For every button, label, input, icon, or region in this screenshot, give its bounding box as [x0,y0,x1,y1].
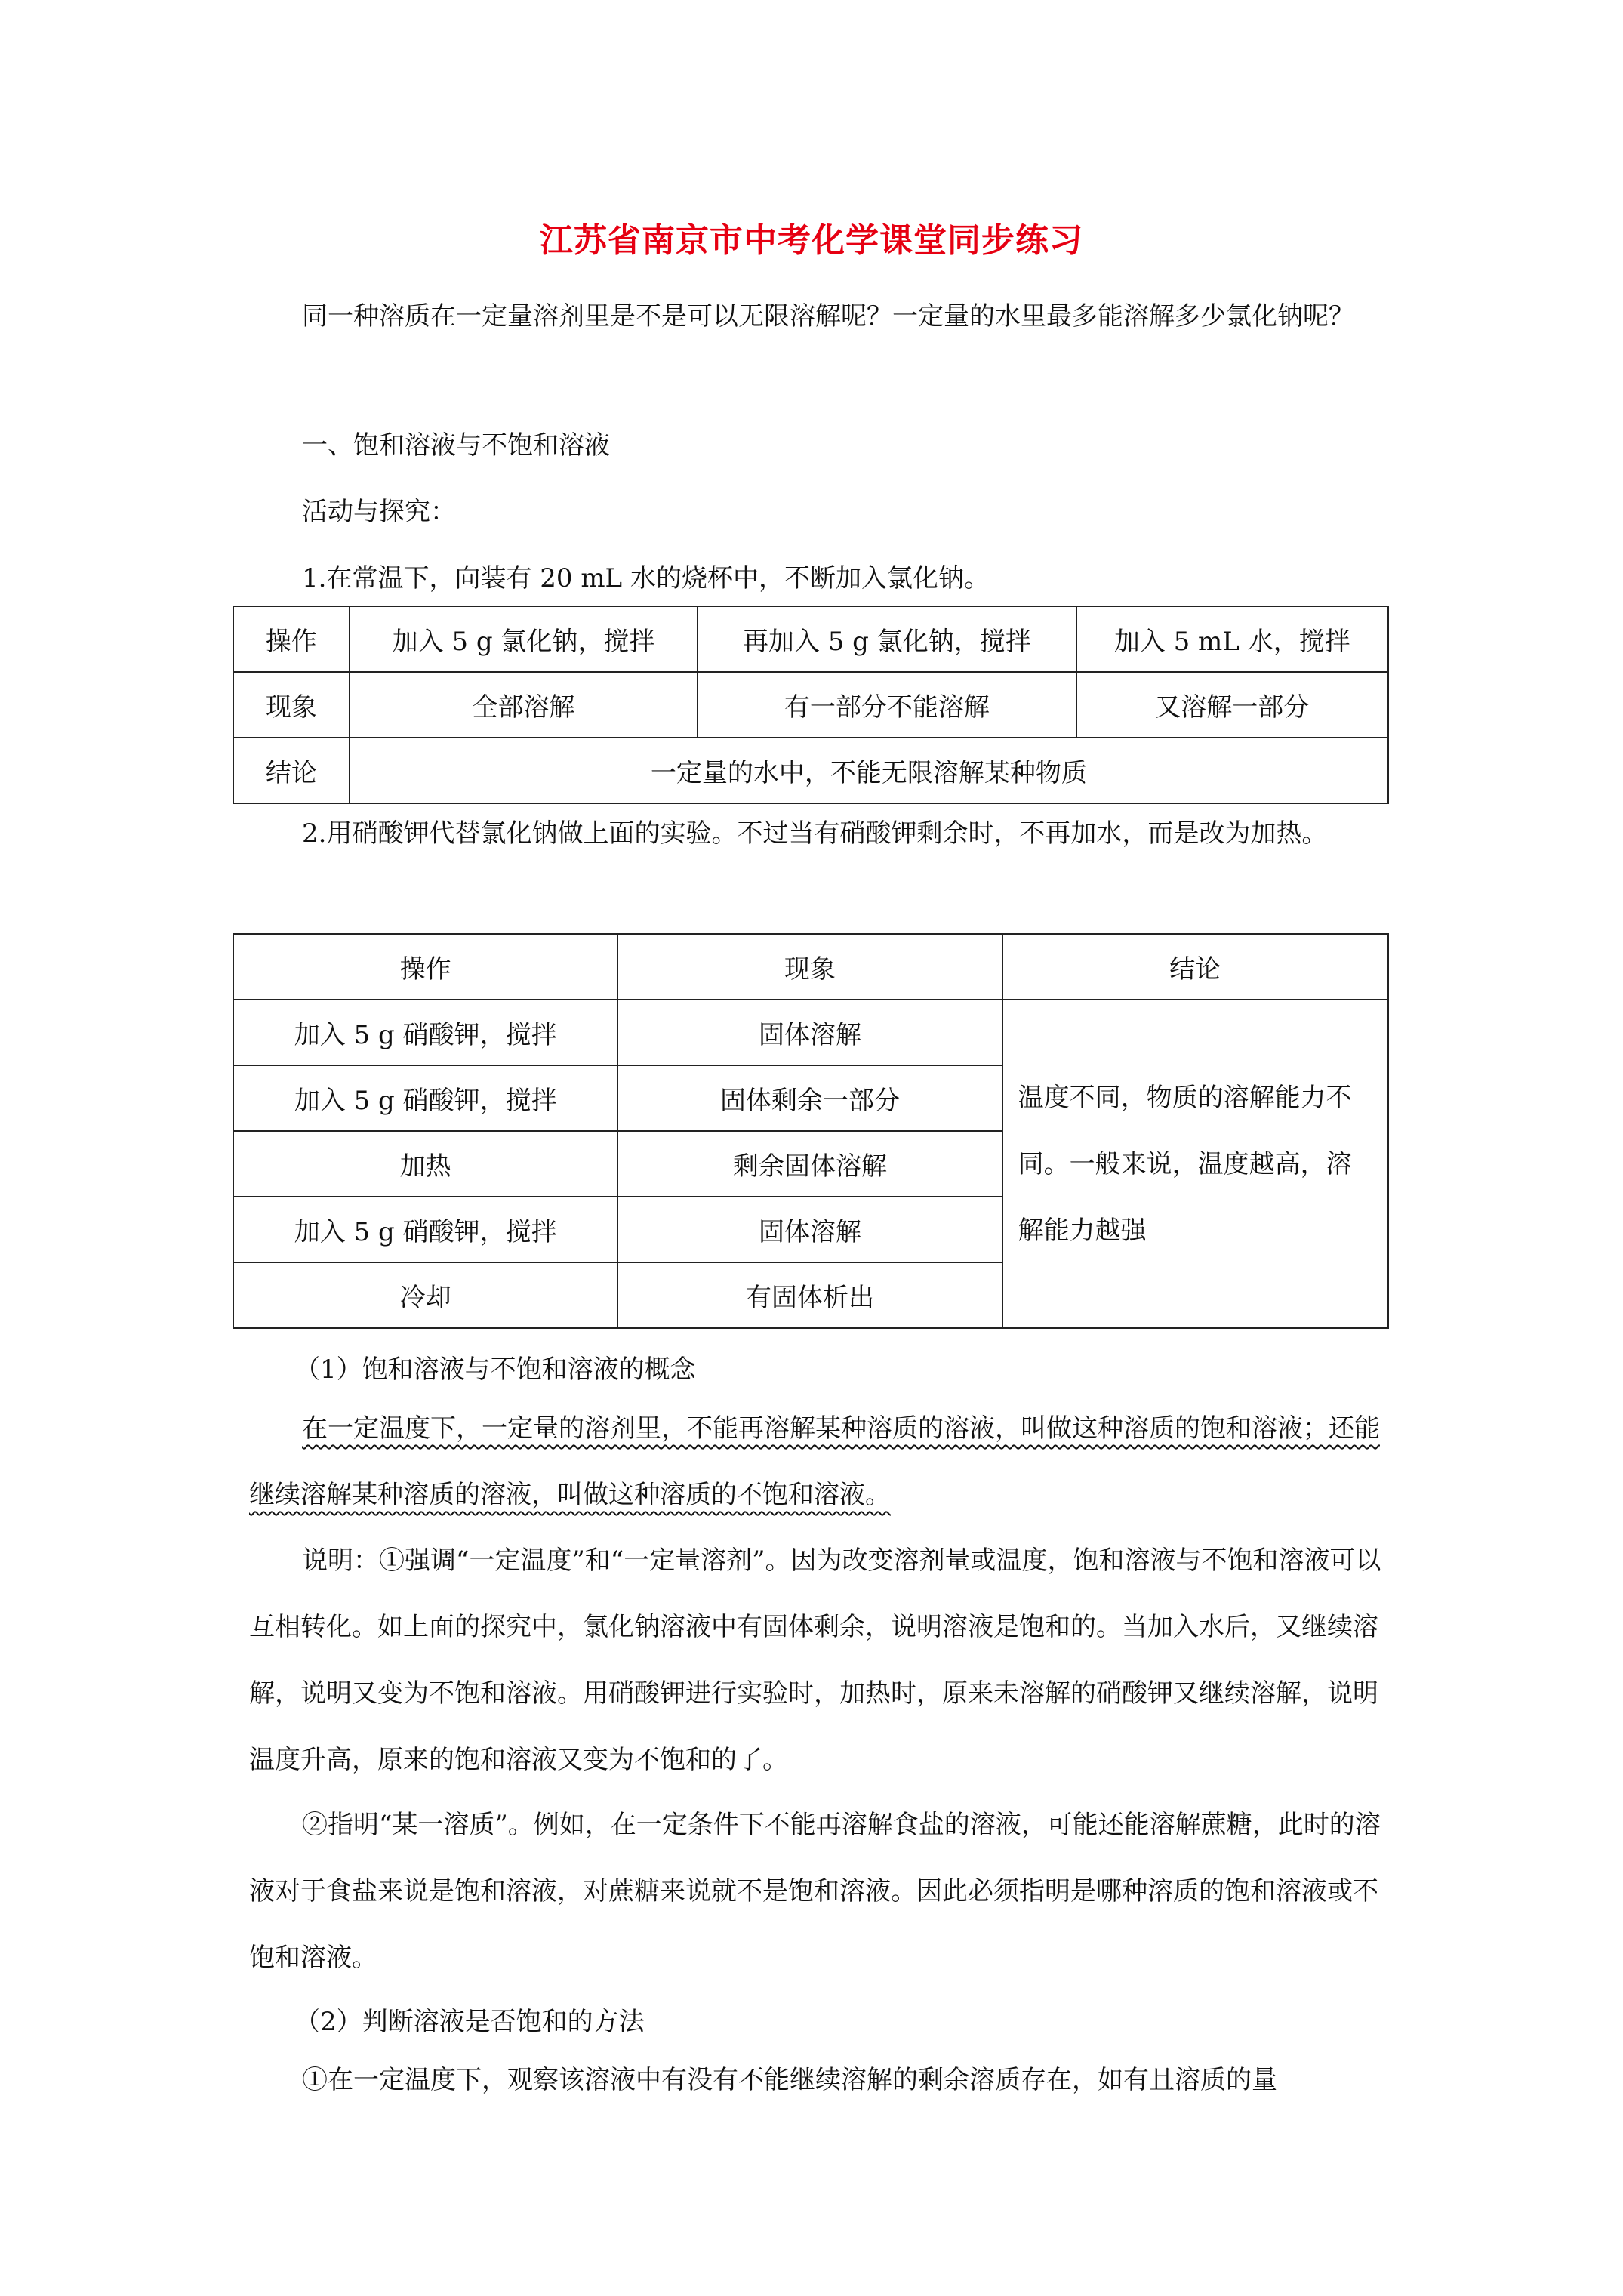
column-header: 操作 [233,934,617,1000]
conclusion-text: 温度不同，物质的溶解能力不同。一般来说，温度越高，溶解能力越强 [1018,1082,1352,1246]
section-heading: 一、饱和溶液与不饱和溶液 [302,430,610,461]
table-cell: 再加入 5 g 氯化钠，搅拌 [698,606,1076,672]
column-header: 现象 [617,934,1002,1000]
potassium-nitrate-table [233,933,1389,1329]
table-cell: 固体剩余一部分 [617,1065,1002,1131]
intro-paragraph: 同一种溶质在一定量溶剂里是不是可以无限溶解呢？一定量的水里最多能溶解多少氯化钠呢？ [302,301,1354,331]
table-cell: 又溶解一部分 [1076,672,1388,738]
table-cell: 加入 5 g 硝酸钾，搅拌 [233,1065,617,1131]
table-row [233,738,1388,803]
table-cell: 固体溶解 [617,1000,1002,1065]
table-cell: 全部溶解 [350,672,698,738]
table-cell: 剩余固体溶解 [617,1131,1002,1197]
table-cell: 结论 [233,738,350,803]
method-heading: （2）判断溶液是否饱和的方法 [294,2007,645,2037]
definition-text: 在一定温度下，一定量的溶剂里，不能再溶解某种溶质的溶液，叫做这种溶质的饱和溶液；还能继续溶解某种溶质的溶液，叫做这种溶质的不饱和溶液。 [249,1413,1380,1510]
table-cell: 操作 [233,606,350,672]
column-header: 结论 [1002,934,1388,1000]
table-cell: 一定量的水中，不能无限溶解某种物质 [350,738,1388,803]
table-cell: 加热 [233,1131,617,1197]
concept-heading: （1）饱和溶液与不饱和溶液的概念 [294,1354,696,1385]
table-cell: 加入 5 g 硝酸钾，搅拌 [233,1197,617,1262]
note-2-paragraph: ②指明“某一溶质”。例如，在一定条件下不能再溶解食盐的溶液，可能还能溶解蔗糖，此时的溶液对于食盐来说是饱和溶液，对蔗糖来说就不是饱和溶液。因此必须指明是哪种溶质的饱和溶液或不饱和溶液。 [249,1810,1381,1973]
table-cell: 固体溶解 [617,1197,1002,1262]
table-row [233,1000,1388,1065]
definition-paragraph [249,1395,1397,1528]
table-header-row [233,934,1388,1000]
table-cell: 加入 5 g 氯化钠，搅拌 [350,606,698,672]
table-row [233,606,1388,672]
step-1-text: 1.在常温下，向装有 20 mL 水的烧杯中，不断加入氯化钠。 [302,563,990,593]
table-cell: 冷却 [233,1262,617,1328]
table-cell: 加入 5 g 硝酸钾，搅拌 [233,1000,617,1065]
table-cell: 现象 [233,672,350,738]
page-title: 江苏省南京市中考化学课堂同步练习 [540,221,1083,260]
table-cell: 有一部分不能溶解 [698,672,1076,738]
conclusion-cell [1002,1000,1388,1328]
table-cell: 有固体析出 [617,1262,1002,1328]
step-2-text: 2.用硝酸钾代替氯化钠做上面的实验。不过当有硝酸钾剩余时，不再加水，而是改为加热。 [302,818,1328,849]
method-1-paragraph: ①在一定温度下，观察该溶液中有没有不能继续溶解的剩余溶质存在，如有且溶质的量 [302,2065,1277,2095]
activity-label: 活动与探究： [302,497,456,527]
sodium-chloride-table [233,606,1389,804]
table-row [233,672,1388,738]
note-1-paragraph: 说明：①强调“一定温度”和“一定量溶剂”。因为改变溶剂量或温度，饱和溶液与不饱和溶液可以互相转化。如上面的探究中，氯化钠溶液中有固体剩余，说明溶液是饱和的。当加入水后，又继续溶解，说明又变为不饱和溶液。用硝酸钾进行实验时，加热时，原来未溶解的硝酸钾又继续溶解，说明温度升高，原来的饱和溶液又变为不饱和的了。 [249,1546,1381,1775]
table-cell: 加入 5 mL 水，搅拌 [1076,606,1388,672]
